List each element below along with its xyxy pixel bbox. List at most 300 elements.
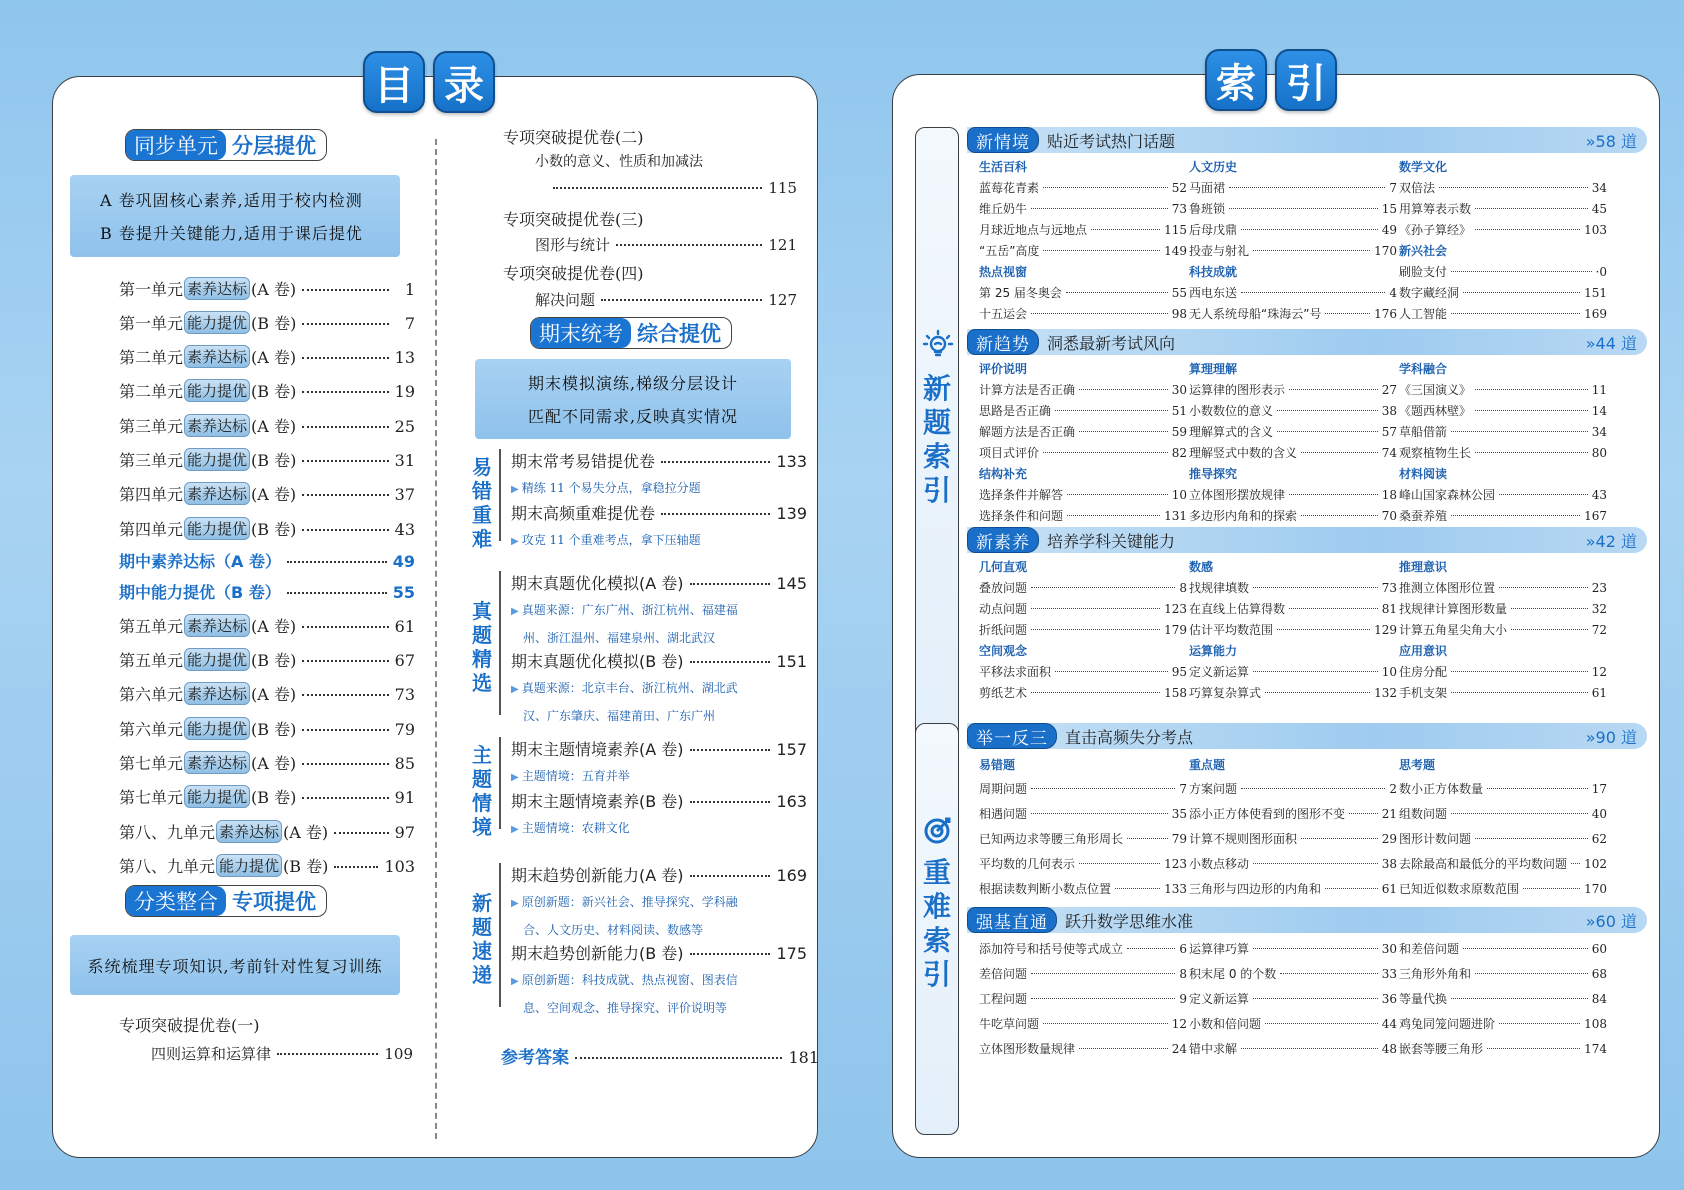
row-label: [119, 277, 296, 300]
leader-dots: [1031, 813, 1168, 814]
page-number: 7: [404, 314, 415, 333]
leader-dots: [287, 561, 387, 563]
index-item[interactable]: [1399, 443, 1607, 464]
item-name: 十五运会: [979, 307, 1028, 321]
leader-dots: [1115, 888, 1160, 889]
index-item[interactable]: [1189, 827, 1397, 852]
toc-row[interactable]: [119, 614, 415, 637]
index-item[interactable]: [1399, 827, 1607, 852]
page-number: 73: [394, 685, 415, 704]
index-item[interactable]: [979, 1037, 1187, 1062]
page-number: 17: [1591, 782, 1607, 796]
index-item[interactable]: [979, 827, 1187, 852]
toc-row[interactable]: [119, 345, 415, 368]
unit-name: 期中素养达标（A 卷）: [119, 552, 281, 571]
paper-type: (B 卷): [251, 788, 297, 807]
toc-special-row[interactable]: [535, 289, 797, 310]
side-char: 难: [922, 890, 951, 923]
toc-special-title[interactable]: 专项突破提优卷(四): [503, 264, 644, 283]
row-label: [119, 580, 281, 603]
leader-dots: [1253, 948, 1378, 949]
paper-type: (B 卷): [251, 451, 297, 470]
toc-row[interactable]: [511, 789, 807, 812]
index-item[interactable]: [1189, 852, 1397, 877]
unit-name: 第四单元: [119, 485, 184, 504]
desc-line: 匹配不同需求,反映真实情况: [527, 407, 739, 426]
row-label: [119, 345, 296, 368]
group-divider: [499, 737, 501, 829]
leader-dots: [1487, 788, 1588, 789]
item-name: 第 25 届冬奥会: [979, 286, 1062, 300]
index-category: 人文历史: [1189, 160, 1238, 174]
index-item[interactable]: [979, 485, 1187, 506]
index-item[interactable]: [1399, 220, 1607, 241]
pill-label-b: 专项提优: [232, 890, 316, 914]
paper-type: (B 卷): [251, 520, 297, 539]
leader-dots: [661, 461, 770, 463]
index-item[interactable]: [1399, 599, 1607, 620]
index-item[interactable]: [1189, 241, 1397, 262]
index-item[interactable]: [1189, 877, 1397, 902]
leader-dots: [1066, 292, 1168, 293]
section-caption: 跃升数学思维水准: [1065, 911, 1194, 931]
index-item[interactable]: [1189, 662, 1397, 683]
row-label: 期末趋势创新能力(A 卷): [511, 866, 684, 885]
note-text: 息、空间观念、推导探究、评价说明等: [523, 1001, 728, 1015]
index-item[interactable]: [1399, 578, 1607, 599]
leader-dots: [616, 244, 762, 246]
leader-dots: [1475, 208, 1588, 209]
item-name: 在直线上估算得数: [1189, 602, 1286, 616]
toc-row[interactable]: [119, 414, 415, 437]
item-name: 积末尾 0 的个数: [1189, 967, 1277, 981]
item-name: 剪纸艺术: [979, 686, 1028, 700]
index-item[interactable]: [1189, 987, 1397, 1012]
index-item[interactable]: [979, 304, 1187, 325]
page-number: 49: [1381, 223, 1397, 237]
page-number: 10: [1381, 665, 1397, 679]
index-item[interactable]: [1189, 220, 1397, 241]
leader-dots: [302, 660, 388, 662]
group-label-char: 主: [472, 743, 492, 767]
page-number: 13: [394, 348, 415, 367]
item-name: 定义新运算: [1189, 992, 1250, 1006]
index-category: 应用意识: [1399, 644, 1448, 658]
toc-row[interactable]: [119, 517, 415, 540]
index-item[interactable]: [1189, 283, 1397, 304]
index-item[interactable]: [979, 506, 1187, 527]
toc-row[interactable]: [511, 449, 807, 472]
toc-row[interactable]: [119, 785, 415, 808]
index-item[interactable]: [1399, 178, 1607, 199]
row-label: 期末主题情境素养(A 卷): [511, 740, 684, 759]
arrow-icon: ▶: [511, 484, 519, 495]
arrow-icon: ▶: [511, 606, 519, 617]
row-label: 期末主题情境素养(B 卷): [511, 792, 684, 811]
index-item[interactable]: [1189, 1012, 1397, 1037]
toc-row[interactable]: [119, 448, 415, 471]
toc-row[interactable]: [119, 820, 415, 843]
index-item[interactable]: [1189, 401, 1397, 422]
index-item[interactable]: [1189, 199, 1397, 220]
index-item[interactable]: [1399, 380, 1607, 401]
index-item[interactable]: [1399, 987, 1607, 1012]
paper-type: (B 卷): [251, 651, 297, 670]
toc-special-row[interactable]: [535, 234, 797, 255]
leader-dots: [1487, 1048, 1580, 1049]
index-item[interactable]: [1189, 683, 1397, 704]
item-name: 维丘奶牛: [979, 202, 1028, 216]
page-number: 70: [1381, 509, 1397, 523]
unit-name: 第六单元: [119, 720, 184, 739]
page-number: 61: [1591, 686, 1607, 700]
side-char: 引: [922, 958, 951, 991]
item-name: 理解竖式中数的含义: [1189, 446, 1298, 460]
index-item[interactable]: [979, 852, 1187, 877]
leader-dots: [1301, 452, 1378, 453]
toc-special-title[interactable]: 专项突破提优卷(一): [119, 1016, 260, 1035]
page-number: 11: [1591, 383, 1607, 397]
item-name: 马面裙: [1189, 181, 1226, 195]
page-number: 44: [1381, 1017, 1397, 1031]
unit-name: 第六单元: [119, 685, 184, 704]
leader-dots: [1127, 838, 1168, 839]
page-number: 7: [1389, 181, 1397, 195]
item-name: 牛吃草问题: [979, 1017, 1040, 1031]
index-item[interactable]: [1189, 506, 1397, 527]
index-column: [1399, 753, 1607, 902]
row-note: [511, 815, 807, 843]
unit-name: 第七单元: [119, 754, 184, 773]
leader-dots: [1451, 671, 1588, 672]
index-item[interactable]: [1399, 401, 1607, 422]
leader-dots: [302, 626, 388, 628]
index-item[interactable]: [1189, 1037, 1397, 1062]
group-label: [471, 891, 493, 987]
toc-special-title[interactable]: 专项突破提优卷(三): [503, 210, 644, 229]
toc-row[interactable]: [119, 682, 415, 705]
index-item[interactable]: [1189, 178, 1397, 199]
page-number: 133: [776, 452, 807, 471]
item-name: 计算方法是否正确: [979, 383, 1076, 397]
index-item[interactable]: [1189, 485, 1397, 506]
leader-dots: [1475, 973, 1588, 974]
item-name: 思路是否正确: [979, 404, 1052, 418]
leader-dots: [1277, 431, 1378, 432]
index-item[interactable]: [979, 877, 1187, 902]
page-number: 127: [768, 291, 797, 309]
index-category: 评价说明: [979, 362, 1028, 376]
page-number: 174: [1584, 1042, 1607, 1056]
item-name: 方案问题: [1189, 782, 1238, 796]
row-label: 期末真题优化模拟(A 卷): [511, 574, 684, 593]
index-item[interactable]: [1399, 283, 1607, 304]
note-line: [511, 889, 807, 917]
toc-row[interactable]: [119, 277, 415, 300]
item-name: 桑蚕养殖: [1399, 509, 1448, 523]
index-item[interactable]: [979, 662, 1187, 683]
leader-dots: [1031, 973, 1175, 974]
index-item[interactable]: [979, 620, 1187, 641]
index-item[interactable]: [979, 599, 1187, 620]
index-item[interactable]: [1189, 620, 1397, 641]
index-item[interactable]: [1399, 802, 1607, 827]
toc-special-row[interactable]: [151, 1043, 413, 1064]
index-item[interactable]: [979, 241, 1187, 262]
leader-dots: [1451, 998, 1588, 999]
leader-dots: [302, 763, 388, 765]
page-number: 95: [1171, 665, 1187, 679]
index-category: 几何直观: [979, 560, 1028, 574]
index-item[interactable]: [1399, 777, 1607, 802]
index-item[interactable]: [1399, 1012, 1607, 1037]
index-item[interactable]: [1189, 443, 1397, 464]
page-number: 18: [1381, 488, 1397, 502]
toc-row[interactable]: [119, 648, 415, 671]
page-number: 73: [1381, 581, 1397, 595]
toc-row[interactable]: [511, 501, 807, 524]
leader-dots: [1253, 863, 1378, 864]
index-item[interactable]: [979, 220, 1187, 241]
index-item[interactable]: [1189, 777, 1397, 802]
index-item[interactable]: [1189, 599, 1397, 620]
question-count: »58 道: [1585, 131, 1637, 151]
level-tag: 能力提优: [184, 379, 250, 402]
question-count: »90 道: [1585, 727, 1637, 747]
toc-special-title[interactable]: 专项突破提优卷(二): [503, 128, 644, 147]
page-number: 25: [394, 417, 415, 436]
leader-dots: [277, 1053, 378, 1055]
page-number: 59: [1171, 425, 1187, 439]
leader-dots: [1499, 494, 1588, 495]
page-number: 98: [1171, 307, 1187, 321]
index-title-char: 引: [1275, 49, 1337, 111]
index-column: [979, 937, 1187, 1062]
item-name: 后母戊鼎: [1189, 223, 1238, 237]
index-item[interactable]: [979, 777, 1187, 802]
note-text: 主题情境：农耕文化: [521, 821, 630, 835]
index-item[interactable]: [979, 283, 1187, 304]
page-number: 23: [1591, 581, 1607, 595]
index-item[interactable]: [1399, 304, 1607, 325]
index-item[interactable]: [1399, 199, 1607, 220]
index-item[interactable]: [1399, 506, 1607, 527]
page-number: 131: [1164, 509, 1187, 523]
item-name: 相遇问题: [979, 807, 1028, 821]
page-number: 108: [1584, 1017, 1607, 1031]
row-label: [119, 517, 296, 540]
index-item[interactable]: [979, 802, 1187, 827]
index-item[interactable]: [1189, 304, 1397, 325]
item-name: 人工智能: [1399, 307, 1448, 321]
index-category: 生活百科: [979, 160, 1028, 174]
index-column: [979, 359, 1187, 527]
level-tag: 素养达标: [184, 414, 250, 437]
index-item[interactable]: [979, 199, 1187, 220]
unit-name: 第三单元: [119, 451, 184, 470]
target-icon: [920, 812, 956, 848]
index-item[interactable]: [979, 443, 1187, 464]
desc-line: B 卷提升关键能力,适用于课后提优: [100, 224, 363, 243]
unit-name: 第二单元: [119, 348, 184, 367]
page-number: 19: [394, 382, 415, 401]
index-section-header: [967, 907, 1647, 933]
index-item[interactable]: [979, 178, 1187, 199]
toc-row[interactable]: [119, 717, 415, 740]
desc-line: 期末模拟演练,梯级分层设计: [527, 374, 739, 393]
index-item[interactable]: [1399, 937, 1607, 962]
index-item[interactable]: [1189, 802, 1397, 827]
page-number: 151: [776, 652, 807, 671]
item-name: 等量代换: [1399, 992, 1448, 1006]
toc-row[interactable]: [119, 482, 415, 505]
toc-row[interactable]: [119, 580, 415, 603]
index-item[interactable]: [1399, 683, 1607, 704]
leader-dots: [690, 583, 771, 585]
page-number: ·0: [1595, 265, 1607, 279]
index-item[interactable]: [1399, 877, 1607, 902]
index-category: 数感: [1189, 560, 1214, 574]
leader-dots: [1241, 292, 1385, 293]
page-number: 21: [1381, 807, 1397, 821]
page-number: 123: [1164, 602, 1187, 616]
toc-row[interactable]: [119, 311, 415, 334]
leader-dots: [1325, 313, 1370, 314]
page-number: 10: [1171, 488, 1187, 502]
page-number: 24: [1171, 1042, 1187, 1056]
page-number: 38: [1381, 404, 1397, 418]
item-name: 投壶与射礼: [1189, 244, 1250, 258]
page-number: 170: [1374, 244, 1397, 258]
item-name: 根据读数判断小数点位置: [979, 882, 1112, 896]
item-name: 组数问题: [1399, 807, 1448, 821]
leader-dots: [1031, 587, 1175, 588]
index-item[interactable]: [979, 578, 1187, 599]
page-number: 79: [1171, 832, 1187, 846]
leader-dots: [302, 729, 388, 731]
leader-dots: [1031, 208, 1168, 209]
row-label: 期末常考易错提优卷: [511, 452, 656, 471]
index-item[interactable]: [1399, 962, 1607, 987]
toc-title-char: 录: [433, 51, 495, 113]
index-item[interactable]: [979, 401, 1187, 422]
leader-dots: [1241, 229, 1378, 230]
index-item[interactable]: [979, 937, 1187, 962]
leader-dots: [1325, 888, 1378, 889]
index-item[interactable]: [979, 380, 1187, 401]
group-label-char: 递: [472, 963, 492, 987]
unit-name: 第七单元: [119, 788, 184, 807]
page-number: 30: [1381, 942, 1397, 956]
leader-dots: [1463, 948, 1588, 949]
item-name: 观察植物生长: [1399, 446, 1472, 460]
page-number: 91: [394, 788, 415, 807]
toc-row[interactable]: [119, 379, 415, 402]
side-char: 新: [922, 372, 951, 405]
leader-dots: [287, 592, 387, 594]
page-number: 151: [1584, 286, 1607, 300]
leader-dots: [1451, 515, 1580, 516]
index-category: 新兴社会: [1399, 244, 1448, 258]
row-label: [119, 717, 296, 740]
leader-dots: [302, 797, 388, 799]
leader-dots: [690, 749, 771, 751]
item-name: 峰山国家森林公园: [1399, 488, 1496, 502]
leader-dots: [1241, 788, 1385, 789]
leader-dots: [1277, 410, 1378, 411]
toc-row[interactable]: [511, 737, 807, 760]
row-label: 期末趋势创新能力(B 卷): [511, 944, 684, 963]
page-number: 176: [1374, 307, 1397, 321]
note-line: [511, 527, 807, 555]
toc-special-row[interactable]: [547, 179, 797, 197]
index-item[interactable]: [979, 1012, 1187, 1037]
page-number: 85: [394, 754, 415, 773]
page-number: 8: [1179, 967, 1187, 981]
row-label: [119, 482, 296, 505]
index-item[interactable]: [1189, 962, 1397, 987]
index-item[interactable]: [1399, 852, 1607, 877]
toc-row[interactable]: [511, 863, 807, 886]
page-number: 149: [1164, 244, 1187, 258]
side-tab-text: [916, 372, 958, 508]
toc-row[interactable]: [119, 751, 415, 774]
toc-row[interactable]: [511, 571, 807, 594]
item-name: 平均数的几何表示: [979, 857, 1076, 871]
toc-row[interactable]: [119, 549, 415, 572]
index-item[interactable]: [1399, 485, 1607, 506]
toc-row[interactable]: [119, 854, 415, 877]
row-note: [511, 889, 807, 943]
leader-dots: [553, 187, 762, 189]
index-item[interactable]: [979, 683, 1187, 704]
leader-dots: [1475, 229, 1580, 230]
leader-dots: [1451, 271, 1592, 272]
item-name: 小数数位的意义: [1189, 404, 1274, 418]
item-name: 运算律的图形表示: [1189, 383, 1286, 397]
index-item[interactable]: [1189, 578, 1397, 599]
leader-dots: [302, 460, 388, 462]
index-item[interactable]: [979, 422, 1187, 443]
item-name: 找规律计算图形数量: [1399, 602, 1508, 616]
toc-row[interactable]: [511, 941, 807, 964]
toc-answers-row[interactable]: [501, 1043, 819, 1068]
toc-row[interactable]: [511, 649, 807, 672]
index-item[interactable]: [1399, 422, 1607, 443]
question-count: »60 道: [1585, 911, 1637, 931]
paper-type: (A 卷): [283, 823, 329, 842]
level-tag: 能力提优: [184, 717, 250, 740]
index-item[interactable]: [1399, 262, 1607, 283]
page-number: 179: [1164, 623, 1187, 637]
index-item[interactable]: [1189, 380, 1397, 401]
index-item[interactable]: [979, 962, 1187, 987]
index-item[interactable]: [1189, 937, 1397, 962]
leader-dots: [1571, 863, 1580, 864]
page-number: 121: [768, 236, 797, 254]
page-number: 12: [1171, 1017, 1187, 1031]
index-item[interactable]: [1189, 422, 1397, 443]
index-item[interactable]: [979, 987, 1187, 1012]
page-number: 163: [776, 792, 807, 811]
index-item[interactable]: [1399, 620, 1607, 641]
index-item[interactable]: [1399, 1037, 1607, 1062]
index-item[interactable]: [1399, 662, 1607, 683]
page-number: 115: [768, 179, 797, 197]
row-label: [119, 785, 296, 808]
item-name: 西电东送: [1189, 286, 1238, 300]
item-name: 平移法求面积: [979, 665, 1052, 679]
